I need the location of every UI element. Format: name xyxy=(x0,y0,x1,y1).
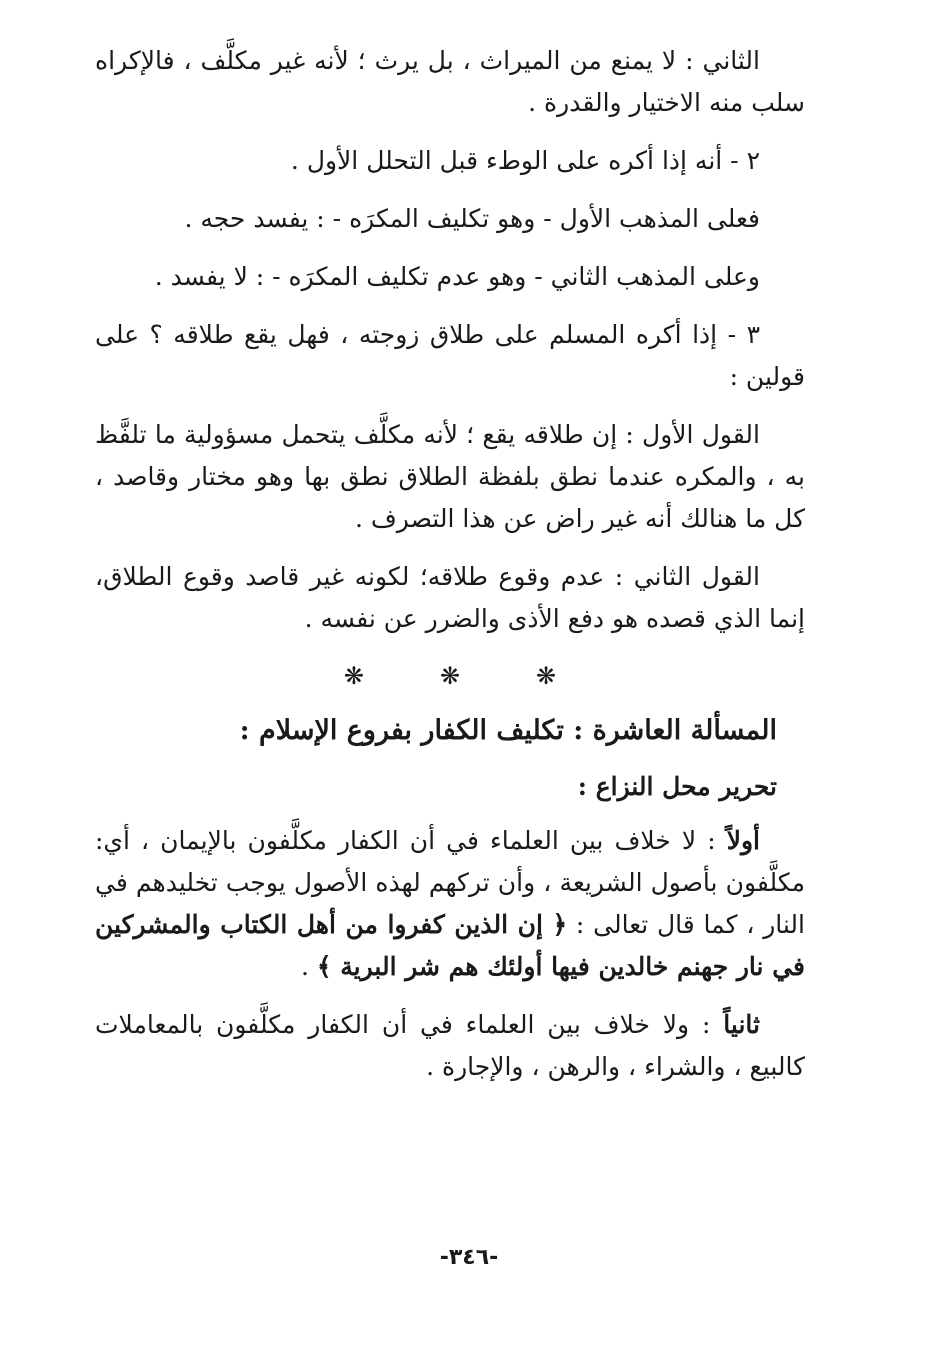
star-ornament-icon: ❋ xyxy=(536,662,557,690)
paragraph-first-opinion: القول الأول : إن طلاقه يقع ؛ لأنه مكلَّف يتحمل مسؤولية ما تلفَّظ به ، والمكره عندما نطق بلفظة الطلاق نطق بها وهو مختار وقاصد ، كل ما هنالك أنه غير راض عن هذا التصرف . xyxy=(95,420,805,533)
paragraph-second-school: وعلى المذهب الثاني - وهو عدم تكليف المكرَه - : لا يفسد . xyxy=(154,262,760,291)
star-ornament-icon: ❋ xyxy=(439,662,461,690)
section-separator xyxy=(95,656,805,696)
page-body xyxy=(95,40,805,1104)
second-point-label: ثانياً xyxy=(723,1010,760,1039)
section-subheading: تحرير محل النزاع : xyxy=(577,772,777,801)
paragraph-second-opinion: القول الثاني : عدم وقوع طلاقه؛ لكونه غير قاصد وقوع الطلاق، إنما الذي قصده هو دفع الأذى والضرر عن نفسه . xyxy=(95,562,805,633)
second-point-text: : ولا خلاف بين العلماء في أن الكفار مكلَّفون بالمعاملات كالبيع ، والشراء ، والرهن ، والإجارة . xyxy=(95,1010,805,1081)
first-point-label: أولاً xyxy=(726,826,760,855)
paragraph-second-point xyxy=(95,1004,805,1088)
paragraph-first-school: فعلى المذهب الأول - وهو تكليف المكرَه - : يفسد حجه . xyxy=(184,204,760,233)
paragraph-coercion-intercourse: ٢ - أنه إذا أكره على الوطء قبل التحلل الأول . xyxy=(290,146,760,175)
star-ornament-icon: ❋ xyxy=(343,662,364,690)
paragraph-first-point xyxy=(95,820,805,988)
first-point-text: : لا خلاف بين العلماء في أن الكفار مكلَّفون بالإيمان ، أي: مكلَّفون بأصول الشريعة ، وأن تركهم لهذه الأصول يوجب تخليدهم في النار ، كما قال تعالى : xyxy=(95,826,805,939)
section-heading: المسألة العاشرة : تكليف الكفار بفروع الإسلام : xyxy=(239,715,777,746)
page-number: -٣٤٦- xyxy=(439,1245,499,1270)
paragraph-inheritance: الثاني : لا يمنع من الميراث ، بل يرث ؛ لأنه غير مكلَّف ، فالإكراه سلب منه الاختيار والقدرة . xyxy=(95,46,805,117)
quran-verse: ﴿ إن الذين كفروا من أهل الكتاب والمشركين في نار جهنم خالدين فيها أولئك هم شر البرية ﴾ xyxy=(95,910,805,981)
first-point-end: . xyxy=(301,952,317,981)
paragraph-divorce-question: ٣ - إذا أكره المسلم على طلاق زوجته ، فهل يقع طلاقه ؟ على قولين : xyxy=(95,320,805,391)
